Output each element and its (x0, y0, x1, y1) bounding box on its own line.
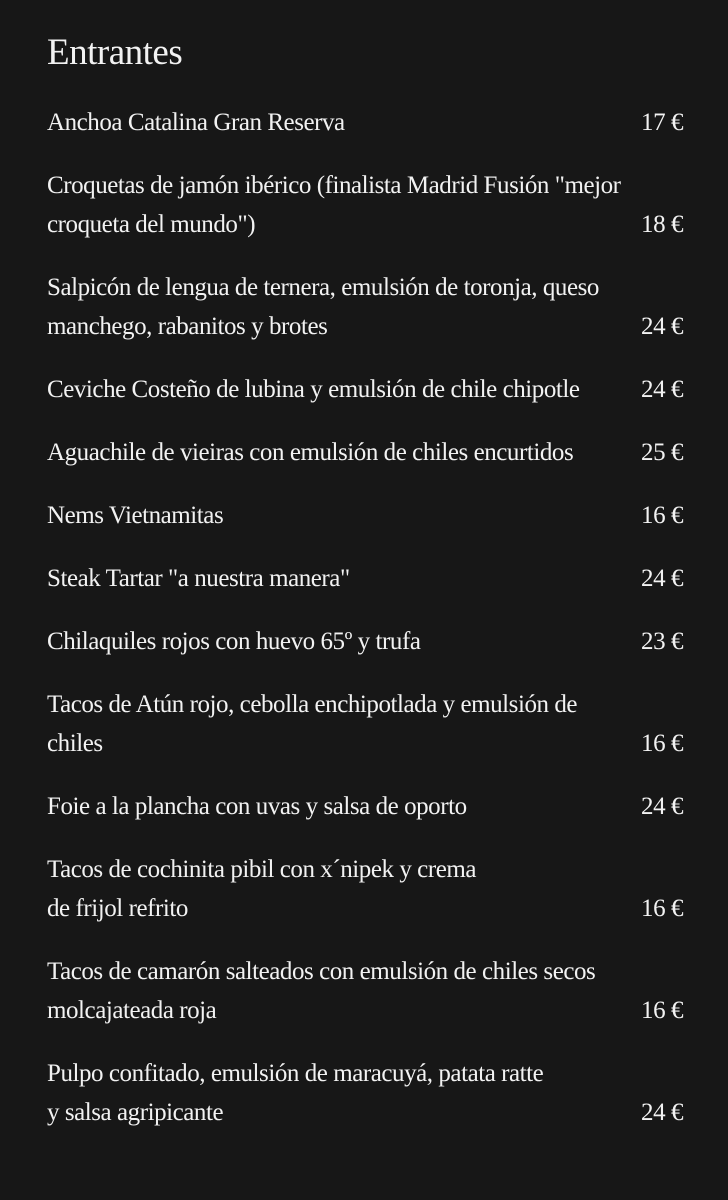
menu-item (47, 268, 683, 346)
menu-item (47, 103, 683, 142)
item-name: Croquetas de jamón ibérico (finalista Madrid Fusión "mejor croqueta del mundo") (47, 172, 621, 238)
menu-item (47, 496, 683, 535)
menu-item (47, 622, 683, 661)
item-price: 18 € (641, 211, 683, 238)
item-price: 24 € (641, 376, 683, 403)
item-name: Ceviche Costeño de lubina y emulsión de chile chipotle (47, 376, 580, 403)
item-price: 24 € (641, 313, 683, 340)
menu-item (47, 850, 683, 928)
item-name: Chilaquiles rojos con huevo 65º y trufa (47, 628, 421, 655)
menu-item (47, 559, 683, 598)
item-price: 24 € (641, 1099, 683, 1126)
menu-item (47, 952, 683, 1030)
item-price: 25 € (641, 439, 683, 466)
item-price: 16 € (641, 997, 683, 1024)
menu-item (47, 685, 683, 763)
menu-item (47, 433, 683, 472)
item-name: Tacos de camarón salteados con emulsión de chiles secos molcajateada roja (47, 958, 596, 1024)
item-name: Salpicón de lengua de ternera, emulsión de toronja, queso manchego, rabanitos y brotes (47, 274, 599, 340)
item-name: Anchoa Catalina Gran Reserva (47, 109, 345, 136)
item-name: Pulpo confitado, emulsión de maracuyá, patata ratte y salsa agripicante (47, 1060, 544, 1126)
item-price: 16 € (641, 730, 683, 757)
menu-list (47, 103, 683, 1156)
item-price: 17 € (641, 109, 683, 136)
menu-item (47, 166, 683, 244)
item-name: Aguachile de vieiras con emulsión de chiles encurtidos (47, 439, 574, 466)
item-name: Foie a la plancha con uvas y salsa de oporto (47, 793, 467, 820)
section-title: Entrantes (47, 32, 183, 73)
item-name: Nems Vietnamitas (47, 502, 224, 529)
menu-item (47, 787, 683, 826)
item-price: 24 € (641, 565, 683, 592)
menu-item (47, 1054, 683, 1132)
item-name: Tacos de Atún rojo, cebolla enchipotlada y emulsión de chiles (47, 691, 578, 757)
menu-item (47, 370, 683, 409)
item-name: Tacos de cochinita pibil con x´nipek y crema de frijol refrito (47, 856, 476, 922)
item-price: 23 € (641, 628, 683, 655)
item-price: 16 € (641, 502, 683, 529)
item-price: 24 € (641, 793, 683, 820)
item-price: 16 € (641, 895, 683, 922)
item-name: Steak Tartar "a nuestra manera" (47, 565, 350, 592)
